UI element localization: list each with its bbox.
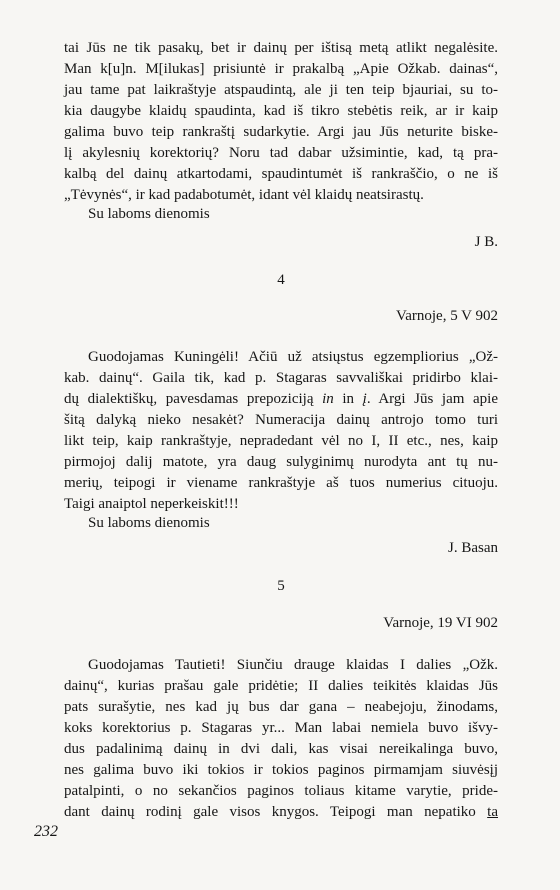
- text-line: dant dainų rodinį gale visos knygos. Teipogi man nepatiko ta: [64, 804, 498, 820]
- page-number: 232: [34, 823, 58, 840]
- closing-salutation: Su laboms dienomis: [88, 206, 210, 222]
- text-line: likt teip, kaip rankraštyje, nepradedant vėl no I, II etc., nes, kaip: [64, 433, 498, 449]
- closing-salutation: Su laboms dienomis: [88, 515, 210, 531]
- text-line: pirmojoj dalij matote, yra daug sulyginimų nurodyta ant tų nu-: [64, 454, 498, 470]
- letter-place-date: Varnoje, 19 VI 902: [383, 615, 498, 631]
- signature: J. Basan: [448, 540, 498, 556]
- text-line: Guodojamas Kuningėli! Ačiū už atsiųstus egzempliorius „Ož-: [88, 349, 498, 365]
- text-line: pats surašytie, nes kad jų bus dar gana – neabejoju, žinodams,: [64, 699, 498, 715]
- letter-number: 4: [277, 272, 285, 288]
- text-line: galima buvo teip rankraštį sudarkytie. Argi jau Jūs neturite biske-: [64, 124, 498, 140]
- text-line: kalbą del dainų atkartodami, spaudintumėt iš rankraščio, o ne iš: [64, 166, 498, 182]
- text-line: lį akylesnių korektorių? Noru tad dabar užsimintie, kad, tą pra-: [64, 145, 498, 161]
- text-line: dų dialektiškų, pavesdamas prepoziciją in in į. Argi Jūs jam apie: [64, 391, 499, 407]
- text-line: Guodojamas Tautieti! Siunčiu drauge klaidas I dalies „Ožk.: [88, 657, 498, 673]
- text-line: tai Jūs ne tik pasakų, bet ir dainų per ištisą metą atlikt negalėsite.: [64, 40, 498, 56]
- text-line: merių, teipogi ir viename rankraštyje aš tuos numerius cituoju.: [64, 475, 498, 491]
- text-line: patalpinti, o no sekančios paginos toliaus kitame varytie, pride-: [64, 783, 498, 799]
- text-line: Man k[u]n. M[ilukas] prisiuntė ir prakalbą „Apie Ožkab. dainas“,: [64, 61, 498, 77]
- text-line: dainų“, kurias prašau gale pridėtie; II dalies teikitės klaidas Jūs: [64, 678, 498, 694]
- text-line: kab. dainų“. Gaila tik, kad p. Stagaras savvališkai pridirbo klai-: [64, 370, 498, 386]
- letter-place-date: Varnoje, 5 V 902: [396, 308, 498, 324]
- text-line: „Tėvynės“, ir kad padabotumėt, idant vėl klaidų neatsirastų.: [64, 187, 424, 203]
- text-line: Taigi anaiptol neperkeiskit!!!: [64, 496, 239, 512]
- text-line: kia daugybe klaidų spaudinta, kad iš tikro stebėtis reik, ar ir kaip: [64, 103, 498, 119]
- letter-number: 5: [277, 578, 285, 594]
- text-line: šitą dalyką nieko nesakėt? Numeracija dainų antrojo tomo turi: [64, 412, 498, 428]
- signature: J B.: [474, 234, 498, 250]
- text-line: koks korektorius p. Stagaras yr... Man labai nemiela buvo išvy-: [64, 720, 498, 736]
- text-line: jau tame pat laikraštyje atspaudintą, ale ji ten teip bjauriai, su to-: [64, 82, 498, 98]
- text-line: dus padalinimą dainų in dvi dali, kas visai nereikalinga buvo,: [64, 741, 498, 757]
- text-line: nes galima buvo iki tokios ir tokios paginos pirmamjam siuvėsįj: [64, 762, 498, 778]
